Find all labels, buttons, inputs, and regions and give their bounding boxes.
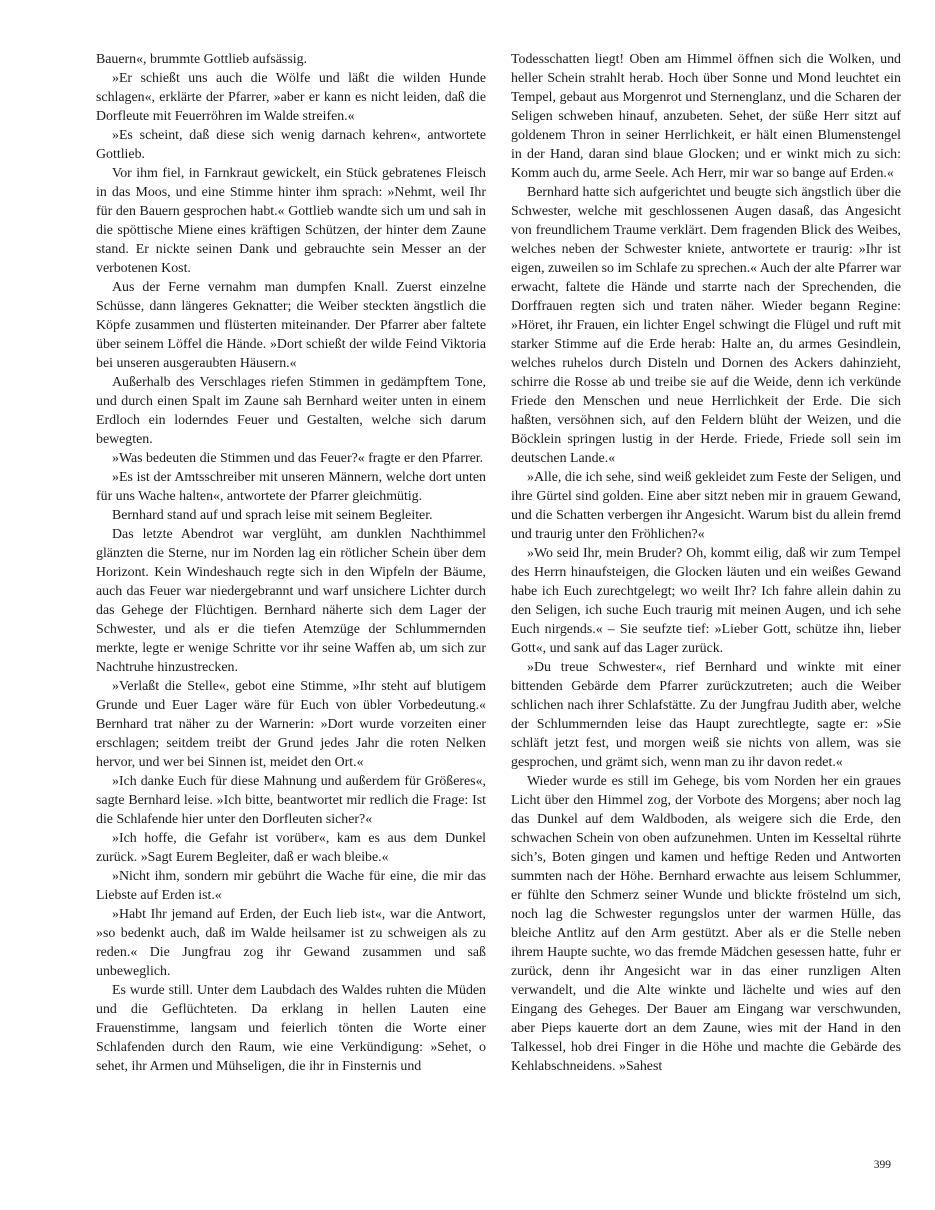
page-number: 399: [873, 1159, 891, 1171]
paragraph: »Nicht ihm, sondern mir gebührt die Wache für eine, die mir das Liebste auf Erden ist.«: [96, 869, 486, 903]
paragraph: Bernhard stand auf und sprach leise mit seinem Begleiter.: [112, 508, 433, 523]
paragraph: »Es scheint, daß diese sich wenig darnach kehren«, antwortete Gottlieb.: [96, 128, 486, 162]
paragraph: »Es ist der Amtsschreiber mit unseren Männern, welche dort unten für uns Wache halten«, antwortete der Pfarrer gleichmütig.: [96, 470, 486, 504]
paragraph: »Er schießt uns auch die Wölfe und läßt die wilden Hunde schlagen«, erklärte der Pfarrer, »aber er kann es nicht leiden, daß die Dorfleute mit Feuerröhren im Walde streifen.«: [96, 71, 486, 124]
paragraph: »Was bedeuten die Stimmen und das Feuer?« fragte er den Pfarrer.: [112, 451, 484, 466]
paragraph: »Du treue Schwester«, rief Bernhard und winkte mit einer bittenden Gebärde dem Pfarrer zurückzutreten; auch die Weiber schlichen nach ihrer Schlafstätte. Zu der Jungfrau Judith aber, welche der Schlummernden leise das Haupt zurechtlegte, sagte er: »Sie schläft jetzt fest, und morgen weiß sie nichts von allem, was sie gesprochen, und grämt sich, wenn man zu ihr davon redet.«: [511, 660, 901, 770]
paragraph: Aus der Ferne vernahm man dumpfen Knall. Zuerst einzelne Schüsse, dann längeres Geknatter; die Weiber steckten ängstlich die Köpfe zusammen und flüsterten miteinander. Der Pfarrer aber faltete über seinem Löffel die Hände. »Dort schießt der wilde Feind Viktoria bei unseren ausgeraubten Häusern.«: [96, 280, 486, 371]
paragraph: »Wo seid Ihr, mein Bruder? Oh, kommt eilig, daß wir zum Tempel des Herrn hinaufsteigen, die Glocken läuten und ein weißes Gewand habe ich Euch zurechtgelegt; wo weilt Ihr? Ich fahre allein dahin zu den Seligen, ich suche Euch traurig mit meinen Augen, und ich sehe Euch nirgends.« – Sie seufzte tief: »Lieber Gott, schütze ihn, lieber Gott«, und sank auf das Lager zurück.: [511, 546, 901, 656]
paragraph: Wieder wurde es still im Gehege, bis vom Norden her ein graues Licht über den Himmel zog, der Vorbote des Morgens; aber noch lag das Dunkel auf dem Waldboden, als weigere sich die Erde, den schwachen Schein von oben aufzunehmen. Unten im Kesseltal rührte sich’s, Boten gingen und kamen und heftige Reden und Antworten summten nach der Höhe. Bernhard erwachte aus leisem Schlummer, er fühlte den Schmerz seiner Wunde und blickte fröstelnd um sich, noch lag die Schwester regungslos unter der warmen Hülle, das bleiche Antlitz auf den Arm gestützt. Aber als er die Stelle neben ihrem Haupte suchte, wo das fremde Mädchen gesessen hatte, fuhr er zurück, denn ihr Angesicht war in das einer runzligen Alten verwandelt, und die Alte winkte und lächelte und wies auf den Eingang des Geheges. Der Bauer am Eingang war verschwunden, aber Pieps kauerte dort an dem Zaune, wies mit der Hand in den Talkessel, hob drei Finger in die Höhe und machte die Gebärde des Kehlabschneidens. »Sahest: [511, 774, 901, 1074]
paragraph: Vor ihm fiel, in Farnkraut gewickelt, ein Stück gebratenes Fleisch in das Moos, und eine Stimme hinter ihm sprach: »Nehmt, weil Ihr für den Bauern gesprochen habt.« Gottlieb wandte sich um und sah in die spöttische Miene eines kräftigen Schützen, der hinter dem Zaune stand. Er nickte seinen Dank und gebrauchte sein Messer an der verbotenen Kost.: [96, 166, 486, 276]
paragraph: »Ich danke Euch für diese Mahnung und außerdem für Größeres«, sagte Bernhard leise. »Ich bitte, beantwortet mir redlich die Frage: Ist die Schlafende hier unter den Dorfleuten sicher?«: [96, 774, 486, 827]
left-column: [96, 50, 486, 1076]
paragraph: »Alle, die ich sehe, sind weiß gekleidet zum Feste der Seligen, und ihre Gürtel sind golden. Eine aber sitzt neben mir in grauem Gewand, und die Schatten verbergen ihr Angesicht. Warum bist du allein fremd und traurig unter den Fröhlichen?«: [511, 470, 901, 542]
right-column: [511, 50, 901, 1076]
paragraph: Das letzte Abendrot war verglüht, am dunklen Nachthimmel glänzten die Sterne, nur im Norden lag ein rötlicher Schein über dem Horizont. Kein Windeshauch regte sich in den Wipfeln der Bäume, auch das Feuer war niedergebrannt und warf unsichere Lichter durch das Gehege der Flüchtigen. Bernhard näherte sich dem Lager der Schwester, und als er die tiefen Atemzüge der Schlummernden merkte, legte er wenige Schritte vor ihr seine Waffen ab, um sich zur Nachtruhe hinzustrecken.: [96, 527, 486, 675]
paragraph: »Ich hoffe, die Gefahr ist vorüber«, kam es aus dem Dunkel zurück. »Sagt Eurem Begleiter, daß er wach bleibe.«: [96, 831, 486, 865]
paragraph: Bernhard hatte sich aufgerichtet und beugte sich ängstlich über die Schwester, welche mit geschlossenen Augen dasaß, das Angesicht von freundlichem Traume verklärt. Dem fragenden Blick des Weibes, welches neben der Schwester kniete, antwortete er traurig: »Ihr ist eigen, zuweilen so im Schlafe zu sprechen.« Auch der alte Pfarrer war erwacht, faltete die Hände und starrte nach der Sprechenden, die Dorffrauen regten sich und traten näher. Wieder begann Regine: »Höret, ihr Frauen, ein lichter Engel schwingt die Flügel und ruft mit starker Stimme auf die Erde herab: Halte an, du armes Gesindlein, welches ruhelos durch Disteln und Dornen des Ackers dahinzieht, schirre die Rosse ab und treibe sie auf die Weide, denn ich verkünde Friede den Menschen und neue Herrlichkeit der Erde. Die sich haßten, versöhnen sich, auf den Feldern blüht der Weizen, und die Böcklein springen lustig in der Herde. Friede, Friede soll sein im deutschen Lande.«: [511, 185, 901, 466]
paragraph: »Verlaßt die Stelle«, gebot eine Stimme, »Ihr steht auf blutigem Grunde und Euer Lager wäre für Euch von übler Vorbedeutung.« Bernhard trat näher zu der Warnerin: »Dort wurde vorzeiten einer erschlagen; seitdem treibt der Grund jedes Jahr die roten Nelken hervor, und wer bei Sinnen ist, meidet den Ort.«: [96, 679, 486, 770]
paragraph: Bauern«, brummte Gottlieb aufsässig.: [96, 52, 308, 67]
paragraph: Außerhalb des Verschlages riefen Stimmen in gedämpftem Tone, und durch einen Spalt im Zaune sah Bernhard weiter unten in einem Erdloch ein loderndes Feuer und Gestalten, welche sich darum bewegten.: [96, 375, 486, 447]
paragraph: »Habt Ihr jemand auf Erden, der Euch lieb ist«, war die Antwort, »so bedenkt auch, daß im Walde heilsamer ist zu schweigen als zu reden.« Die Jungfrau zog ihr Gewand zusammen und saß unbeweglich.: [96, 907, 486, 979]
paragraph: Es wurde still. Unter dem Laubdach des Waldes ruhten die Müden und die Geflüchteten. Da erklang in hellen Lauten eine Frauenstimme, langsam und feierlich tönten die Worte einer Schlafenden durch den Raum, wie eine Verkündigung: »Sehet, o sehet, ihr Armen und Mühseligen, die ihr in Finsternis und: [96, 983, 486, 1074]
paragraph: Todesschatten liegt! Oben am Himmel öffnen sich die Wolken, und heller Schein strahlt herab. Hoch über Sonne und Mond leuchtet ein Tempel, gebaut aus Morgenrot und Sternenglanz, und die Scharen der Seligen schweben hinauf, anzubeten. Sehet, der süße Herr sitzt auf goldenem Thron in seiner Herrlichkeit, er hält einen Blumenstengel in der Hand, daran sind blaue Glocken; und er winkt mich zu sich: Komm auch du, arme Seele. Ach Herr, mir war so bange auf Erden.«: [511, 52, 901, 181]
